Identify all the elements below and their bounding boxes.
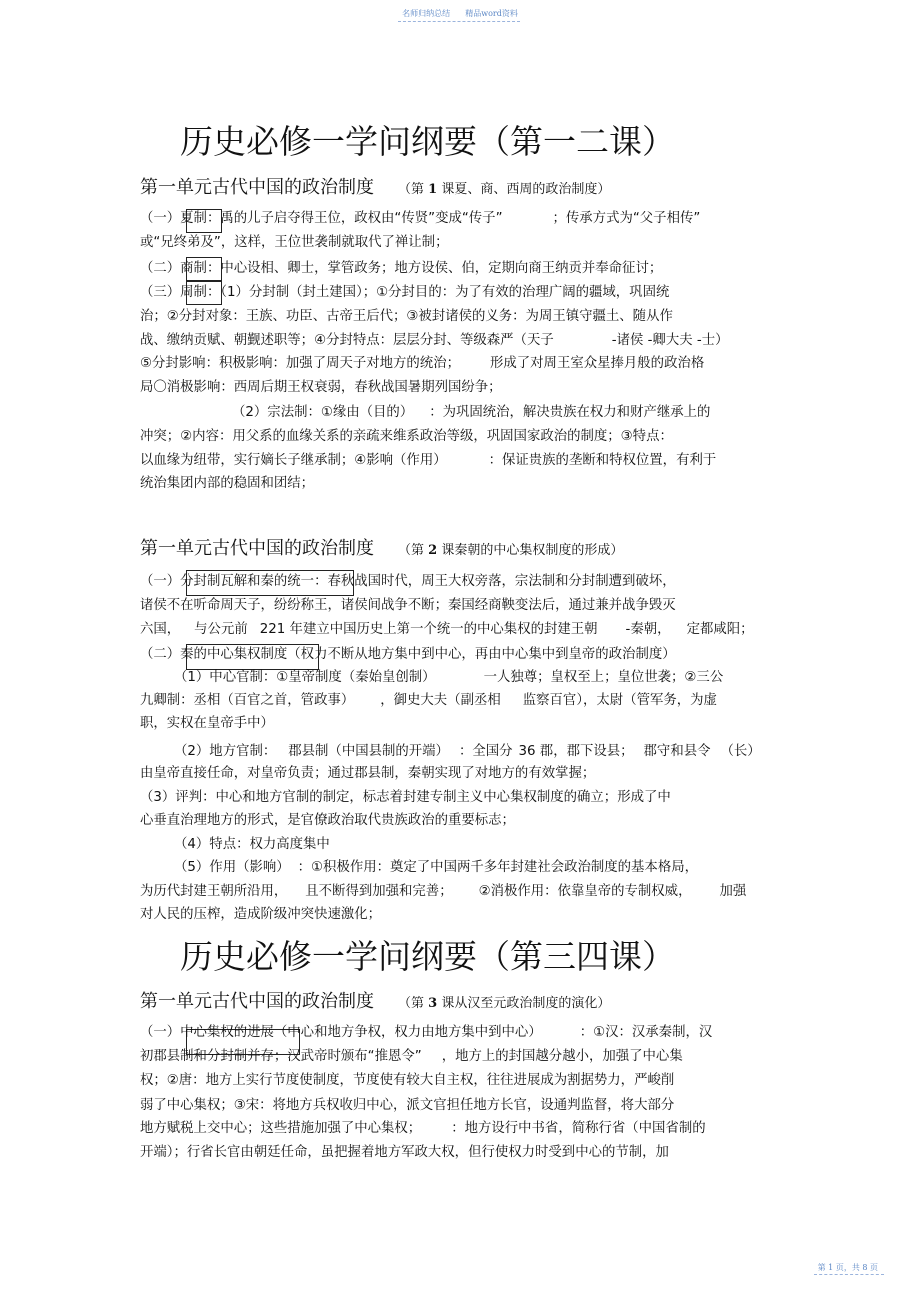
text-line: （2）宗法制：①缘由（目的） ：为巩固统治，解决贵族在权力和财产继承上的 — [232, 405, 711, 420]
text-line: 弱了中心集权；③宋：将地方兵权收归中心，派文官担任地方长官，设通判监督，将大部分 — [140, 1098, 675, 1113]
text-line: 由皇帝直接任命，对皇帝负责；通过郡县制，秦朝实现了对地方的有效掌握； — [140, 766, 596, 781]
text-line: 统治集团内部的稳固和团结； — [140, 476, 315, 491]
text-line: ⑤分封影响：积极影响：加强了周天子对地方的统治； 形成了对周王室众星捧月般的政治格 — [140, 356, 705, 371]
text-line: 心垂直治理地方的形式，是官僚政治取代贵族政治的重要标志； — [140, 813, 515, 828]
text-line: （三）周制：（1）分封制（封土建国）；①分封目的：为了有效的治理广阔的疆域，巩固统 — [140, 285, 670, 300]
text-line: 或“兄终弟及”，这样，王位世袭制就取代了禅让制； — [140, 235, 449, 250]
text-line: 诸侯不在听命周天子，纷纷称王，诸侯间战争不断；秦国经商鞅变法后，通过兼并战争毁灭 — [140, 598, 676, 613]
page-title-2: 历史必修一学问纲要（第三四课） — [180, 937, 675, 976]
page-title-1: 历史必修一学问纲要（第一二课） — [180, 122, 675, 161]
text-line: （一）中心集权的进展（中心和地方争权，权力由地方集中到中心） ：①汉：汉承秦制，汉 — [140, 1025, 713, 1040]
unit-heading-3 — [140, 987, 840, 1013]
text-line: 权；②唐：地方上实行节度使制度，节度使有较大自主权，往往进展成为割据势力，严峻削 — [140, 1073, 675, 1088]
header-left: 名师归纳总结 — [402, 9, 451, 18]
page-header — [0, 8, 920, 19]
text-line: 治；②分封对象：王族、功臣、古帝王后代；③被封诸侯的义务：为周王镇守疆土、随从作 — [140, 309, 673, 324]
unit-heading-2 — [140, 534, 840, 560]
text-line: （2）地方官制： 郡县制（中国县制的开端） ：全国分 36 郡，郡下设县； 郡守和县令 （长） — [174, 744, 761, 759]
footer-divider — [814, 1274, 884, 1275]
unit-title: 第一单元古代中国的政治制度 — [140, 538, 374, 559]
text-line: 对人民的压榨，造成阶级冲突快速激化； — [140, 907, 382, 922]
text-line: （二）秦的中心集权制度（权力不断从地方集中到中心，再由中心集中到皇帝的政治制度） — [140, 647, 676, 662]
text-line: （5）作用（影响） ：①积极作用：奠定了中国两千多年封建社会政治制度的基本格局， — [174, 860, 698, 875]
text-line: （一）分封制瓦解和秦的统一：春秋战国时代，周王大权旁落，宗法制和分封制遭到破坏， — [140, 574, 676, 589]
text-line: 地方赋税上交中心；这些措施加强了中心集权； ：地方设行中书省，简称行省（中国省制的 — [140, 1121, 706, 1136]
unit-title: 第一单元古代中国的政治制度 — [140, 991, 374, 1012]
text-line: 初郡县制和分封制并存；汉武帝时颁布“推恩令” ，地方上的封国越分越小，加强了中心集 — [140, 1049, 683, 1064]
text-line: （一）夏制：禹的儿子启夺得王位，政权由“传贤”变成“传子” ；传承方式为“父子相传” — [140, 211, 701, 226]
text-line: （1）中心官制：①皇帝制度（秦始皇创制） 一人独尊；皇权至上；皇位世袭；②三公 — [174, 670, 724, 685]
text-line: 职，实权在皇帝手中） — [140, 716, 274, 731]
lesson-subtitle: （第 2 课秦朝的中心集权制度的形成） — [398, 543, 624, 558]
lesson-subtitle: （第 1 课夏、商、西周的政治制度） — [398, 182, 611, 197]
lesson-subtitle: （第 3 课从汉至元政治制度的演化） — [398, 996, 611, 1011]
page-number: 第 1 页，共 8 页 — [818, 1262, 878, 1273]
text-line: 开端）；行省长官由朝廷任命，虽把握着地方军政大权，但行使权力时受到中心的节制，加 — [140, 1145, 669, 1160]
header-right: 精品word资料 — [465, 9, 518, 18]
text-line: 六国， 与公元前 221 年建立中国历史上第一个统一的中心集权的封建王朝 -秦朝， 定都咸阳； — [140, 622, 754, 637]
text-line: 以血缘为纽带，实行嫡长子继承制；④影响（作用） ：保证贵族的垄断和特权位置，有利于 — [140, 453, 717, 468]
text-line: 九卿制：丞相（百官之首，管政事） ，御史大夫（副丞相 监察百官），太尉（管军务，为虚 — [140, 693, 717, 708]
text-line: （3）评判：中心和地方官制的制定，标志着封建专制主义中心集权制度的确立；形成了中 — [140, 790, 671, 805]
unit-heading-1 — [140, 173, 840, 199]
unit-title: 第一单元古代中国的政治制度 — [140, 177, 374, 198]
text-line: 战、缴纳贡赋、朝觐述职等；④分封特点：层层分封、等级森严（天子 -诸侯 -卿大夫 -士） — [140, 333, 729, 348]
header-divider — [398, 21, 520, 22]
text-line: 为历代封建王朝所沿用， 且不断得到加强和完善； ②消极作用：依靠皇帝的专制权威， 加强 — [140, 884, 747, 899]
text-line: （4）特点：权力高度集中 — [174, 837, 330, 852]
text-line: 冲突；②内容：用父系的血缘关系的亲疏来维系政治等级，巩固国家政治的制度；③特点： — [140, 429, 673, 444]
text-line: （二）商制：中心设相、卿士，掌管政务；地方设侯、伯，定期向商王纳贡并奉命征讨； — [140, 261, 663, 276]
text-line: 局〇消极影响：西周后期王权衰弱，春秋战国暑期列国纷争； — [140, 380, 502, 395]
